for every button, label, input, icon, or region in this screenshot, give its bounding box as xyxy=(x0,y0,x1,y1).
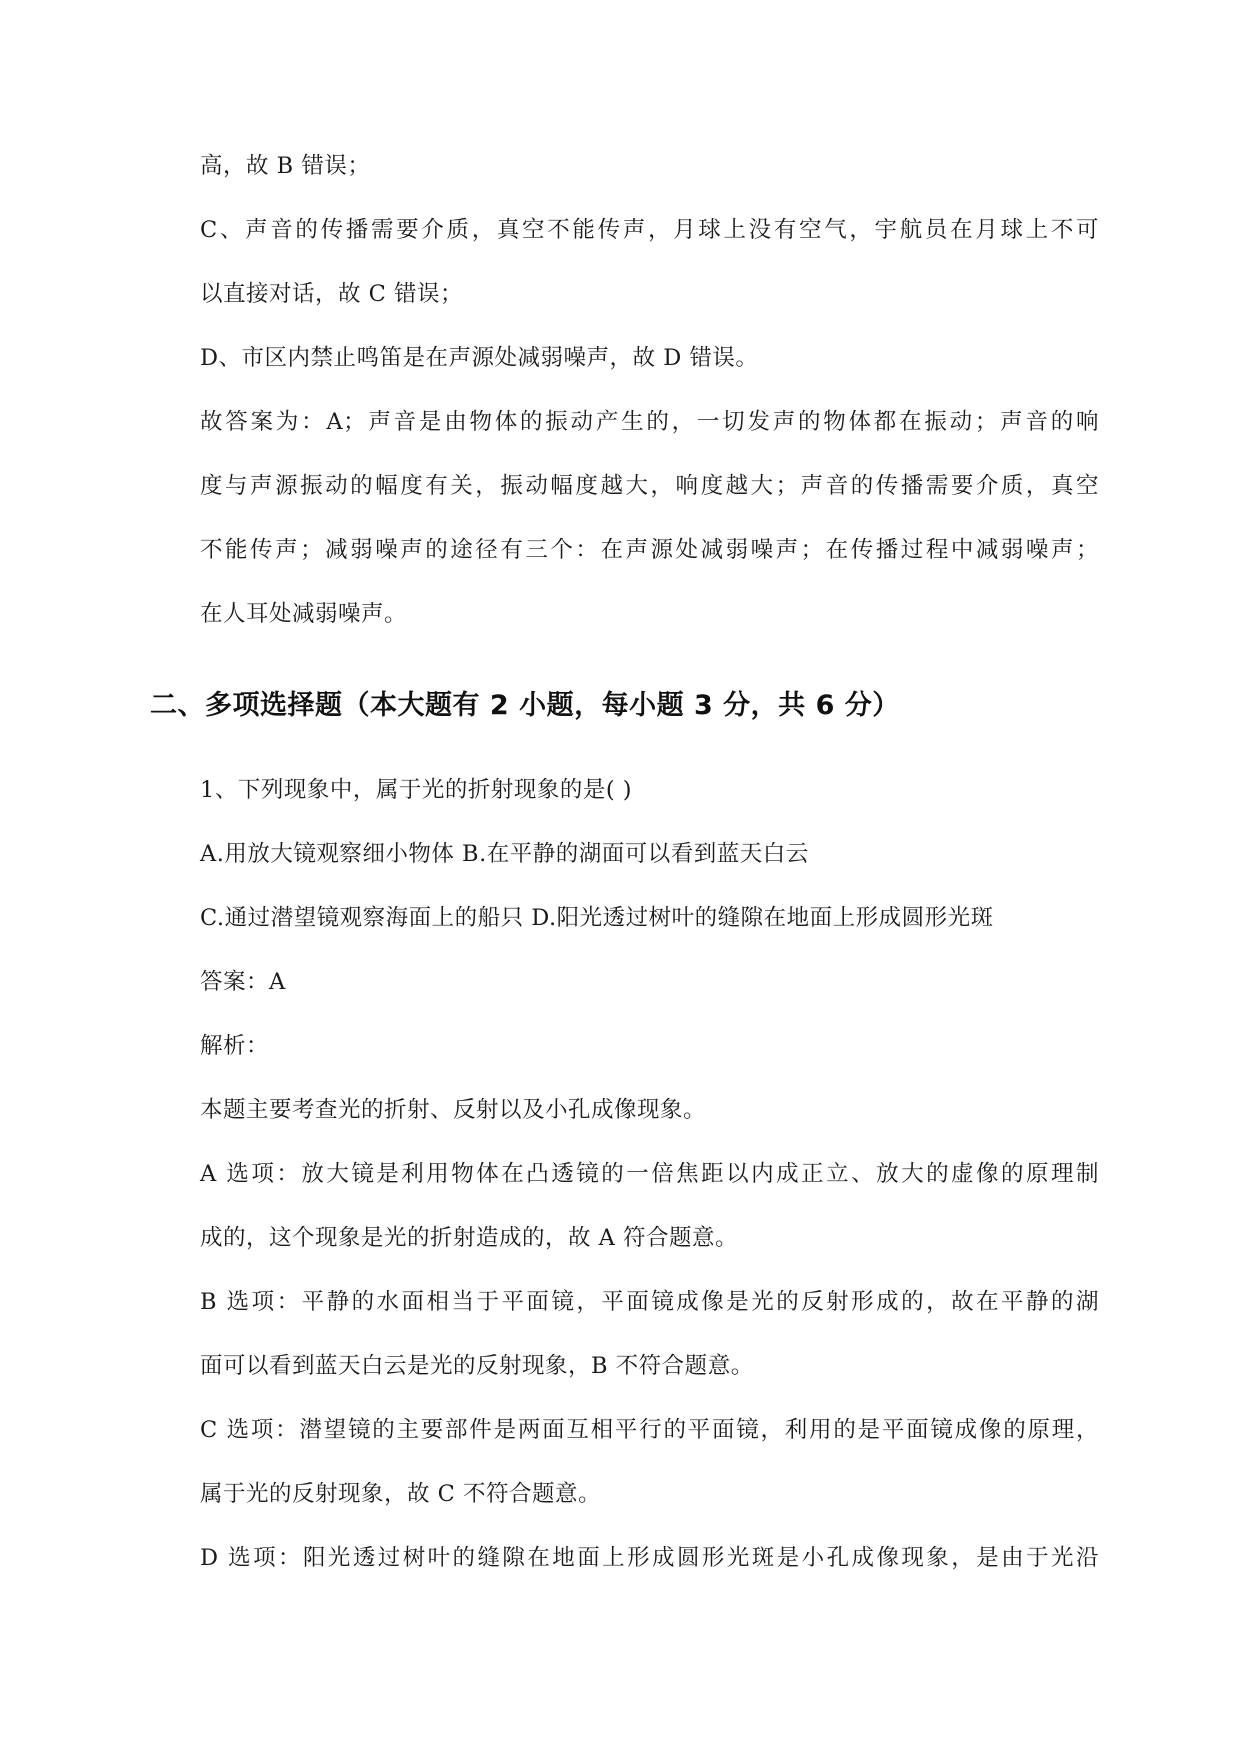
text-line: 高，故 B 错误； xyxy=(200,153,371,179)
text-line: D、市区内禁止鸣笛是在声源处减弱噪声，故 D 错误。 xyxy=(200,345,759,371)
text-line: 以直接对话，故 C 错误； xyxy=(200,281,464,307)
text-line: A 选项：放大镜是利用物体在凸透镜的一倍焦距以内成正立、放大的虚像的原理制 xyxy=(200,1161,1099,1187)
answer-text: 答案：A xyxy=(200,969,286,995)
text-line: 面可以看到蓝天白云是光的反射现象，B 不符合题意。 xyxy=(200,1353,754,1379)
text-line: 在人耳处减弱噪声。 xyxy=(200,601,408,627)
text-line: C 选项：潜望镜的主要部件是两面互相平行的平面镜，利用的是平面镜成像的原理， xyxy=(200,1417,1099,1443)
text-line: 属于光的反射现象，故 C 不符合题意。 xyxy=(200,1481,602,1507)
text-line: B 选项：平静的水面相当于平面镜，平面镜成像是光的反射形成的，故在平静的湖 xyxy=(200,1289,1099,1315)
question-options: A.用放大镜观察细小物体 B.在平静的湖面可以看到蓝天白云 xyxy=(200,841,809,867)
text-line: 成的，这个现象是光的折射造成的，故 A 符合题意。 xyxy=(200,1225,739,1251)
text-line: 不能传声；减弱噪声的途径有三个：在声源处减弱噪声；在传播过程中减弱噪声； xyxy=(200,537,1099,563)
text-line: C、声音的传播需要介质，真空不能传声，月球上没有空气，宇航员在月球上不可 xyxy=(200,217,1099,243)
question-options: C.通过潜望镜观察海面上的船只 D.阳光透过树叶的缝隙在地面上形成圆形光斑 xyxy=(200,905,994,931)
analysis-label: 解析： xyxy=(200,1033,270,1059)
text-line: 故答案为：A；声音是由物体的振动产生的，一切发声的物体都在振动；声音的响 xyxy=(200,409,1099,435)
section-heading: 二、多项选择题（本大题有 2 小题，每小题 3 分，共 6 分） xyxy=(150,690,900,721)
text-line: 本题主要考查光的折射、反射以及小孔成像现象。 xyxy=(200,1097,707,1123)
text-line: 度与声源振动的幅度有关，振动幅度越大，响度越大；声音的传播需要介质，真空 xyxy=(200,473,1099,499)
text-line: D 选项：阳光透过树叶的缝隙在地面上形成圆形光斑是小孔成像现象，是由于光沿 xyxy=(200,1545,1099,1571)
question-stem: 1、下列现象中，属于光的折射现象的是( ) xyxy=(200,777,633,803)
